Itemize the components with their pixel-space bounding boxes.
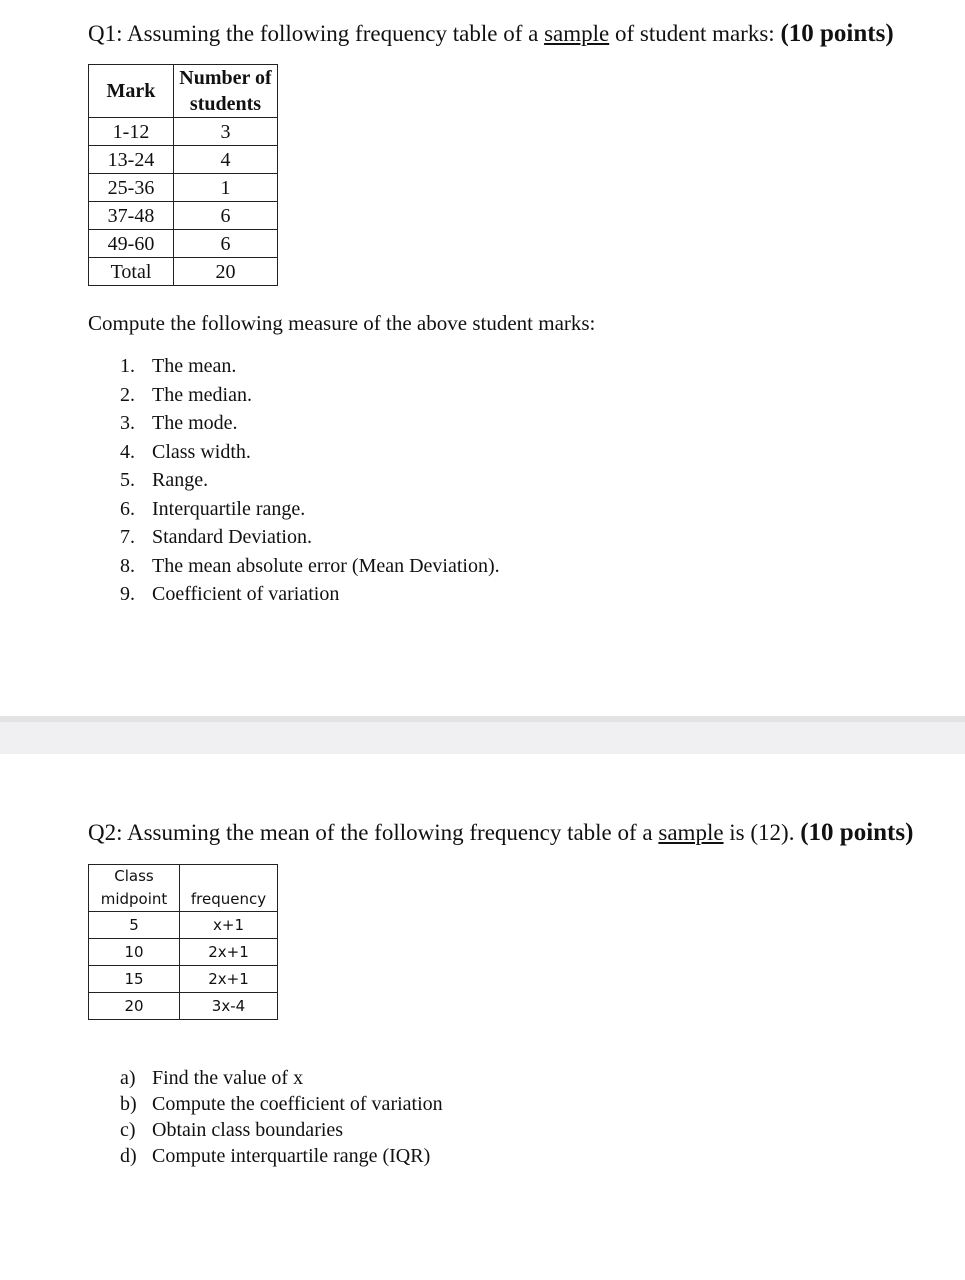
total-label-cell: Total <box>89 258 174 286</box>
midpoint-cell: 20 <box>89 993 180 1020</box>
list-item-text: Compute interquartile range (IQR) <box>152 1145 431 1167</box>
list-item-letter: c) <box>120 1119 136 1141</box>
mark-cell: 49-60 <box>89 230 174 258</box>
list-item <box>120 352 500 381</box>
list-item <box>120 1117 443 1143</box>
list-item-text: Interquartile range. <box>152 497 306 520</box>
table-row-total <box>89 258 278 286</box>
list-item-text: The mode. <box>152 412 238 434</box>
list-item-number: 5. <box>120 469 135 491</box>
list-item-text: Standard Deviation. <box>152 526 312 548</box>
table-header-row <box>89 865 278 912</box>
list-item-number: 9. <box>120 583 135 605</box>
table-row <box>89 939 278 966</box>
q1-title <box>88 20 894 48</box>
table-row <box>89 993 278 1020</box>
list-item <box>120 1091 443 1117</box>
list-item <box>120 523 500 552</box>
list-item <box>120 1065 443 1091</box>
list-item-text: Range. <box>152 469 209 491</box>
list-item <box>120 466 500 495</box>
table-row <box>89 118 278 146</box>
table-row <box>89 230 278 258</box>
list-item-number: 6. <box>120 497 135 520</box>
list-item-text: The mean absolute error (Mean Deviation). <box>152 554 500 577</box>
mark-cell: 13-24 <box>89 146 174 174</box>
list-item-number: 1. <box>120 355 135 377</box>
header-frequency: frequency <box>180 865 278 912</box>
list-item-letter: b) <box>120 1093 137 1115</box>
count-cell: 1 <box>174 174 278 202</box>
q1-title-points: (10 points) <box>780 20 894 47</box>
q2-title-points: (10 points) <box>800 819 914 846</box>
list-item-number: 4. <box>120 440 135 463</box>
page-separator <box>0 716 965 754</box>
frequency-cell: 2x+1 <box>180 939 278 966</box>
header-number-of-students <box>174 65 278 118</box>
q1-instruction: Compute the following measure of the above student marks: <box>88 311 596 335</box>
frequency-cell: x+1 <box>180 912 278 939</box>
header-class-midpoint: Class midpoint <box>89 865 180 912</box>
list-item <box>120 580 500 609</box>
mark-cell: 37-48 <box>89 202 174 230</box>
list-item-number: 7. <box>120 526 135 548</box>
total-value-cell: 20 <box>174 258 278 286</box>
q1-measures-list <box>120 352 500 609</box>
header-number-of-students-label: Number of students <box>179 67 272 115</box>
table-row <box>89 966 278 993</box>
q2-title-suffix: is (12). <box>723 820 801 845</box>
table-row <box>89 174 278 202</box>
list-item-number: 3. <box>120 412 135 434</box>
list-item <box>120 1143 443 1169</box>
list-item <box>120 438 500 467</box>
list-item-letter: a) <box>120 1067 136 1089</box>
count-cell: 6 <box>174 202 278 230</box>
q2-title <box>88 819 913 847</box>
q2-title-prefix: Q2: Assuming the mean of the following frequency table of a <box>88 820 659 845</box>
list-item-text: Coefficient of variation <box>152 583 340 605</box>
list-item <box>120 552 500 581</box>
frequency-cell: 2x+1 <box>180 966 278 993</box>
count-cell: 6 <box>174 230 278 258</box>
q2-frequency-table <box>88 864 278 1020</box>
midpoint-cell: 10 <box>89 939 180 966</box>
midpoint-cell: 15 <box>89 966 180 993</box>
list-item-text: The mean. <box>152 355 237 377</box>
list-item-text: Find the value of x <box>152 1067 304 1089</box>
frequency-cell: 3x-4 <box>180 993 278 1020</box>
table-row <box>89 202 278 230</box>
count-cell: 4 <box>174 146 278 174</box>
list-item-text: Compute the coefficient of variation <box>152 1093 443 1115</box>
q2-tasks-list <box>120 1065 443 1169</box>
table-header-row <box>89 65 278 118</box>
count-cell: 3 <box>174 118 278 146</box>
table-row <box>89 146 278 174</box>
q1-title-suffix: of student marks: <box>609 21 781 46</box>
mark-cell: 1-12 <box>89 118 174 146</box>
list-item <box>120 381 500 410</box>
list-item <box>120 495 500 524</box>
q1-title-underlined: sample <box>544 21 610 46</box>
q2-title-underlined: sample <box>658 820 724 845</box>
list-item-text: The median. <box>152 383 252 406</box>
q1-frequency-table <box>88 64 278 286</box>
list-item-number: 2. <box>120 383 135 406</box>
list-item <box>120 409 500 438</box>
header-mark: Mark <box>89 65 174 118</box>
table-row <box>89 912 278 939</box>
list-item-number: 8. <box>120 554 135 577</box>
midpoint-cell: 5 <box>89 912 180 939</box>
list-item-text: Obtain class boundaries <box>152 1119 344 1141</box>
list-item-letter: d) <box>120 1145 137 1167</box>
mark-cell: 25-36 <box>89 174 174 202</box>
q1-title-prefix: Q1: Assuming the following frequency table of a <box>88 21 545 46</box>
list-item-text: Class width. <box>152 440 251 463</box>
